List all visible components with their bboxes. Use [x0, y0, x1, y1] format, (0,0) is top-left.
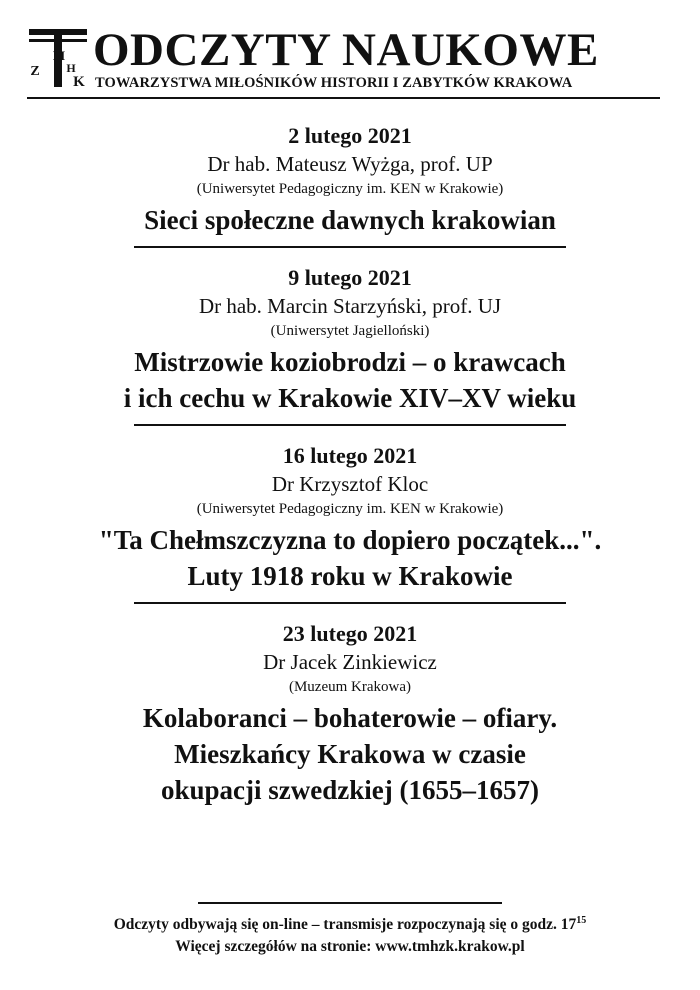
lecture-title [0, 202, 700, 238]
logo-letter-k: K [73, 74, 85, 90]
page-title: ODCZYTY NAUKOWE [93, 24, 599, 76]
lecture-title-line: Mieszkańcy Krakowa w czasie [174, 739, 526, 769]
lecture-affiliation: (Uniwersytet Jagielloński) [270, 323, 430, 339]
lecture-item [0, 264, 700, 416]
lecture-title-line: Luty 1918 roku w Krakowie [187, 561, 513, 591]
tmhzk-logo [27, 28, 89, 90]
lecture-item [0, 620, 700, 808]
footer-divider [198, 902, 502, 904]
lecture-title [0, 344, 700, 416]
footer [0, 914, 700, 958]
page-subtitle: TOWARZYSTWA MIŁOŚNIKÓW HISTORII I ZABYTKÓW KRAKOWA [95, 75, 573, 91]
lecture-divider [134, 424, 566, 426]
lecture-date: 23 lutego 2021 [282, 621, 418, 646]
lecture-list [0, 122, 700, 808]
lecture-title-line: Kolaboranci – bohaterowie – ofiary. [142, 703, 558, 733]
logo-letter-h: H [66, 61, 76, 75]
lecture-item [0, 442, 700, 594]
lecture-title-line: Mistrzowie koziobrodzi – o krawcach [134, 347, 566, 377]
lecture-title [0, 700, 700, 808]
lecture-speaker: Dr hab. Mateusz Wyżga, prof. UP [207, 152, 493, 176]
lecture-affiliation: (Uniwersytet Pedagogiczny im. KEN w Krakowie) [196, 181, 504, 197]
footer-website-note: Więcej szczegółów na stronie: www.tmhzk.krakow.pl [175, 938, 525, 955]
header-divider [27, 97, 660, 99]
logo-letter-z: Z [30, 64, 40, 79]
lecture-divider [134, 602, 566, 604]
footer-schedule-text: Odczyty odbywają się on-line – transmisje rozpoczynają się o godz. 17 [113, 916, 577, 933]
lecture-divider [134, 246, 566, 248]
lecture-item [0, 122, 700, 238]
lecture-date: 2 lutego 2021 [288, 123, 412, 148]
footer-time-minutes: 15 [576, 914, 587, 926]
lecture-title-line: okupacji szwedzkiej (1655–1657) [161, 775, 539, 805]
lecture-affiliation: (Uniwersytet Pedagogiczny im. KEN w Krakowie) [196, 501, 504, 517]
lecture-affiliation: (Muzeum Krakowa) [288, 679, 412, 695]
lecture-date: 16 lutego 2021 [282, 443, 418, 468]
lecture-date: 9 lutego 2021 [288, 265, 412, 290]
lecture-speaker: Dr hab. Marcin Starzyński, prof. UJ [198, 294, 502, 318]
lecture-title-line: "Ta Chełmszczyzna to dopiero początek...". [98, 525, 602, 555]
lecture-title-line: i ich cechu w Krakowie XIV–XV wieku [123, 383, 577, 413]
lecture-speaker: Dr Jacek Zinkiewicz [263, 650, 437, 674]
lecture-speaker: Dr Krzysztof Kloc [271, 472, 429, 496]
header [27, 26, 660, 100]
lecture-title-line: Sieci społeczne dawnych krakowian [144, 205, 556, 235]
logo-letter-m: M [52, 48, 66, 63]
footer-schedule-note [0, 914, 700, 936]
lecture-title [0, 522, 700, 594]
